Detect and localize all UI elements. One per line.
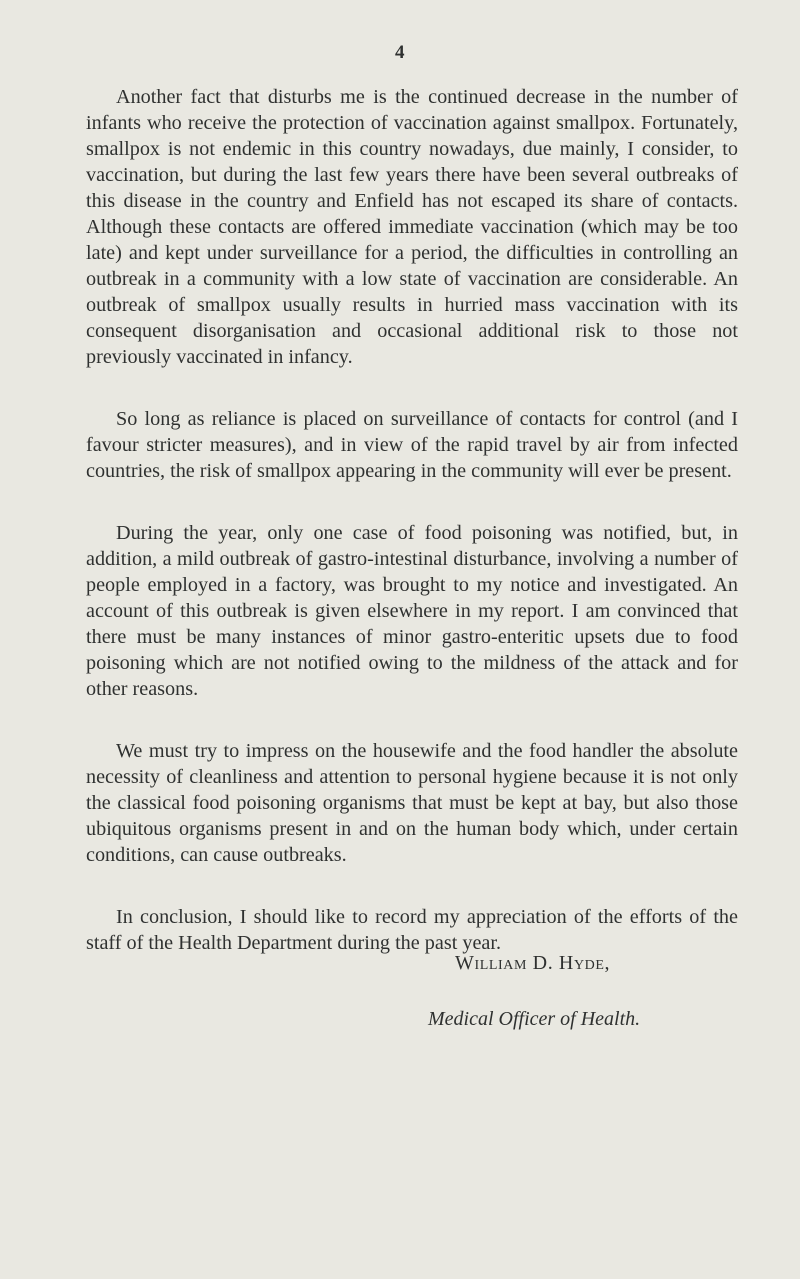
paragraph-food-poisoning: During the year, only one case of food poisoning was notified, but, in addition, a mild outbreak of gastro-intestinal disturbance, involving a number of people employed in a factory, was brought to my notice and investigated. An account of this outbreak is given elsewhere in my report. I am convinced that there must be many instances of minor gastro-enteritic upsets due to food poisoning which are not notified owing to the mildness of the attack and for other reasons.: [86, 522, 738, 700]
paragraph-hygiene: We must try to impress on the housewife and the food handler the absolute necessity of cleanliness and attention to personal hygiene because it is not only the classical food poisoning organisms that must be kept at bay, but also those ubiquitous organisms present in and on the human body which, under certain conditions, can cause outbreaks.: [86, 740, 738, 866]
paragraph-smallpox-vaccination: Another fact that disturbs me is the continued decrease in the number of infants who receive the protection of vaccination against smallpox. Fortunately, smallpox is not endemic in this country nowadays, due mainly, I consider, to vaccination, but during the last few years there have been several outbreaks of this disease in the country and Enfield has not escaped its share of contacts. Although these contacts are offered immediate vaccination (which may be too late) and kept under surveillance for a period, the difficulties in controlling an outbreak in a community with a low state of vaccination are considerable. An outbreak of smallpox usually results in hurried mass vaccination with its consequent disorganisation and occasional additional risk to those not previously vaccinated in infancy.: [86, 86, 738, 368]
paragraph-smallpox-risk: So long as reliance is placed on surveillance of contacts for control (and I favour stricter measures), and in view of the rapid travel by air from infected countries, the risk of smallpox appearing in the community will ever be present.: [86, 408, 738, 482]
signatory-title: Medical Officer of Health.: [428, 1008, 641, 1030]
report-body: [86, 84, 738, 992]
signatory-name: William D. Hyde,: [455, 952, 611, 974]
page-number: 4: [395, 42, 405, 63]
paragraph-conclusion: In conclusion, I should like to record my appreciation of the efforts of the staff of the Health Department during the past year.: [86, 906, 738, 954]
